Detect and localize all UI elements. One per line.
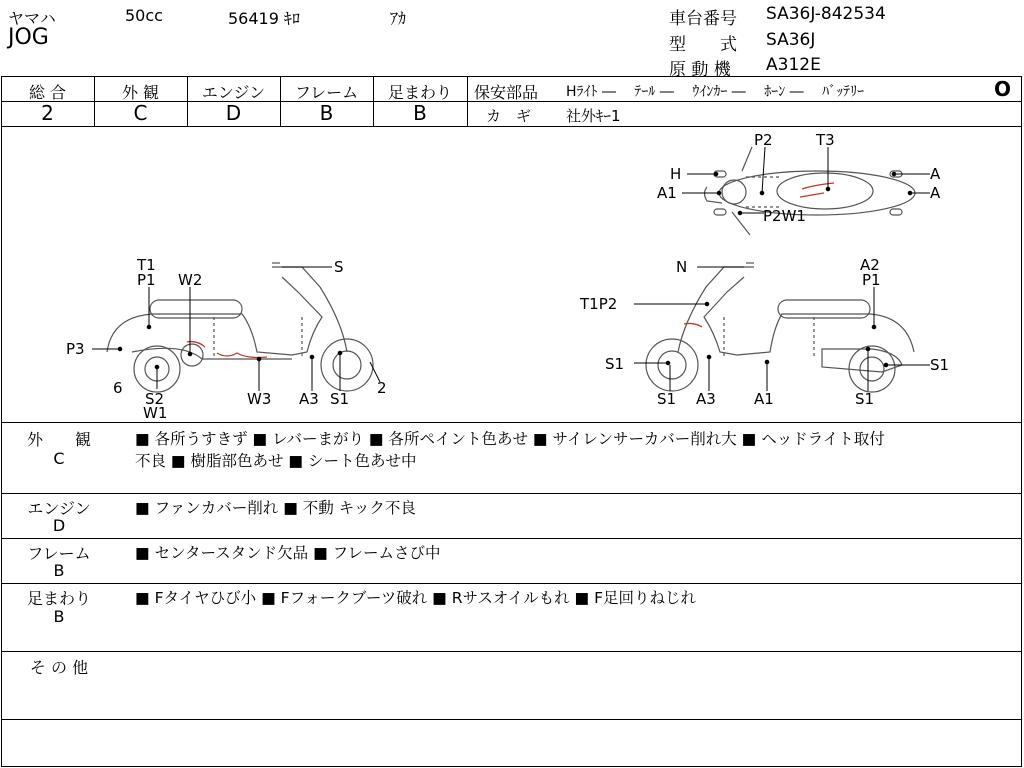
- grade-exterior: C: [133, 101, 148, 125]
- label-left-2: 2: [377, 379, 387, 397]
- grade-header-engine: エンジン: [201, 83, 266, 102]
- label-left-p1: P1: [137, 271, 156, 289]
- mileage: 56419 ｷﾛ: [228, 9, 300, 28]
- label-left-t1: T1: [137, 256, 156, 274]
- section-exterior-grade: C: [53, 449, 65, 468]
- key-value: 社外ｷｰ1: [566, 107, 621, 125]
- grade-frame: B: [319, 101, 334, 125]
- frame-no: SA36J-842534: [766, 4, 886, 24]
- label-left-p3: P3: [66, 340, 85, 358]
- label-top-a-upper: A: [930, 165, 941, 183]
- type-label: 型 式: [669, 35, 737, 55]
- label-top-a-lower: A: [930, 184, 941, 202]
- engine-label: 原 動 機: [669, 60, 731, 80]
- section-exterior-line2: 不良 ■ 樹脂部色あせ ■ シート色あせ中: [135, 452, 417, 470]
- grid-line: [1, 493, 1022, 494]
- section-suspension-line1: ■ Fタイヤひび小 ■ Fフォークブーツ破れ ■ Rサスオイルもれ ■ F足回りねじれ: [135, 589, 697, 607]
- label-top-a1: A1: [657, 184, 677, 202]
- section-suspension-label: 足まわり: [26, 589, 91, 608]
- section-exterior-line1: ■ 各所うすきず ■ レバーまがり ■ 各所ペイント色あせ ■ サイレンサーカバー削れ大 ■ ヘッドライト取付: [135, 430, 885, 448]
- safety-items: Hﾗｲﾄ ― ﾃｰﾙ ― ｳｲﾝｶｰ ― ﾎｰﾝ ― ﾊﾞｯﾃﾘｰ: [566, 84, 865, 100]
- label-right-s1-right: S1: [930, 356, 950, 374]
- label-top-p2w1: P2W1: [763, 207, 806, 225]
- label-left-w1: W1: [143, 404, 168, 422]
- label-left-6: 6: [113, 379, 123, 397]
- label-left-w2: W2: [178, 271, 203, 289]
- damage-marks: [187, 183, 834, 358]
- section-engine-line1: ■ ファンカバー削れ ■ 不動 キック不良: [135, 499, 416, 517]
- section-engine-label: エンジン: [27, 499, 91, 518]
- grid-line: [1, 538, 1022, 539]
- grade-header-exterior: 外 観: [121, 83, 160, 102]
- label-top-t3: T3: [816, 131, 835, 149]
- label-right-s1-rear: S1: [855, 390, 875, 408]
- label-right-a2: A2: [860, 256, 880, 274]
- maker: ヤマハ: [8, 9, 56, 28]
- label-right-s1-left: S1: [605, 355, 625, 373]
- label-right-a1: A1: [754, 390, 774, 408]
- safety-divider: [468, 101, 1022, 102]
- displacement: 50cc: [125, 6, 163, 25]
- label-right-a3: A3: [696, 390, 716, 408]
- key-label: カ ギ: [486, 107, 532, 125]
- battery-status: O: [994, 77, 1012, 101]
- safety-label: 保安部品: [474, 83, 539, 102]
- section-frame-grade: B: [53, 561, 65, 580]
- label-right-t1p2: T1P2: [580, 295, 618, 313]
- grade-header-suspension: 足まわり: [387, 83, 452, 102]
- section-other-label: そ の 他: [29, 658, 89, 677]
- section-frame-line1: ■ センタースタンド欠品 ■ フレームさび中: [135, 544, 441, 562]
- grade-header-total: 総 合: [28, 83, 67, 102]
- label-left-s: S: [334, 258, 344, 276]
- model-name: JOG: [8, 25, 49, 50]
- scooter-diagram: [2, 127, 1022, 422]
- label-left-a3: A3: [299, 390, 319, 408]
- section-engine-grade: D: [52, 516, 66, 535]
- label-left-s2: S2: [145, 390, 165, 408]
- section-frame-label: フレーム: [27, 544, 91, 563]
- grid-line: [1, 719, 1022, 720]
- grade-header-frame: フレーム: [294, 83, 359, 102]
- top-view-drawing: [705, 147, 916, 235]
- section-exterior-label: 外 観: [26, 430, 91, 449]
- grade-engine: D: [225, 101, 242, 125]
- engine-value: A312E: [766, 55, 821, 75]
- label-top-p2: P2: [754, 131, 773, 149]
- type-value: SA36J: [766, 30, 816, 50]
- grade-suspension: B: [413, 101, 427, 125]
- grid-line: [1, 422, 1022, 423]
- grid-line: [467, 76, 468, 126]
- section-suspension-grade: B: [53, 607, 65, 626]
- label-left-s1: S1: [330, 390, 350, 408]
- label-right-n: N: [676, 258, 688, 276]
- frame-no-label: 車台番号: [669, 9, 737, 29]
- grid-line: [1, 651, 1022, 652]
- label-left-w3: W3: [247, 390, 272, 408]
- label-right-s1-front: S1: [657, 390, 677, 408]
- color: ｱｶ: [390, 9, 407, 28]
- label-right-p1: P1: [862, 271, 881, 289]
- grid-line: [1, 583, 1022, 584]
- grade-total: 2: [41, 101, 54, 125]
- label-top-h: H: [670, 165, 682, 183]
